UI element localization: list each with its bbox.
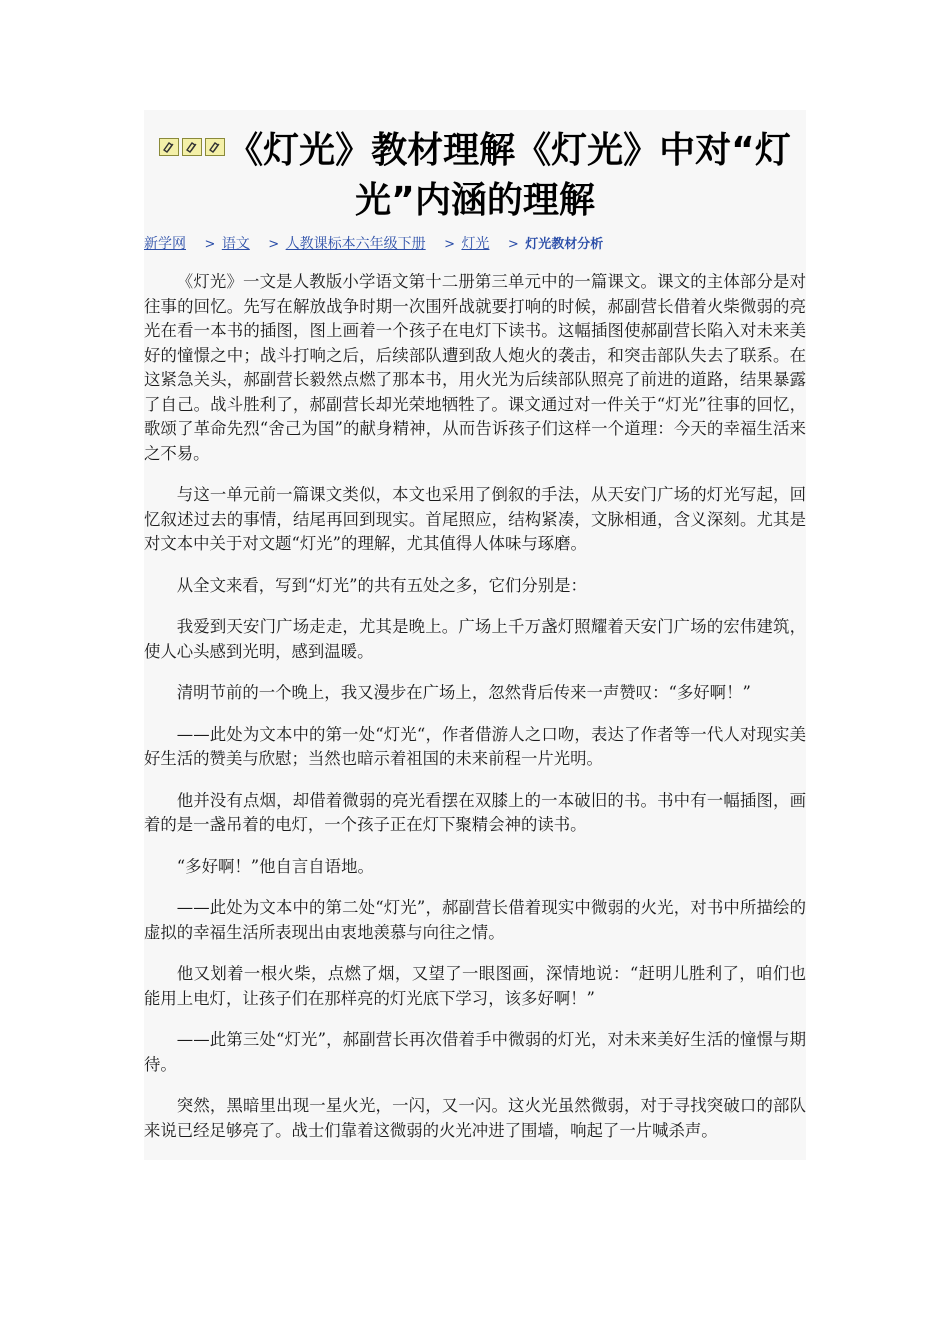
paragraph: ——此处为文本中的第一处“灯光“，作者借游人之口吻，表达了作者等一代人对现实美好生活的赞美与欣慰；当然也暗示着祖国的未来前程一片光明。 bbox=[144, 724, 806, 768]
breadcrumb-separator: > bbox=[268, 237, 280, 252]
breadcrumb-link-grade[interactable]: 人教课标本六年级下册 bbox=[285, 236, 426, 252]
paragraph: 他又划着一根火柴，点燃了烟，又望了一眼图画，深情地说：“赶明儿胜利了，咱们也能用上电灯，让孩子们在那样亮的灯光底下学习，该多好啊！” bbox=[144, 964, 806, 1008]
article-body bbox=[144, 270, 806, 1143]
document-page bbox=[144, 110, 806, 1160]
repeat-icon bbox=[159, 138, 179, 156]
breadcrumb-link-lesson[interactable]: 灯光 bbox=[461, 236, 490, 252]
title-icon-group bbox=[159, 138, 225, 156]
paragraph: 从全文来看，写到“灯光”的共有五处之多，它们分别是： bbox=[176, 575, 587, 595]
paragraph: 清明节前的一个晚上，我又漫步在广场上，忽然背后传来一声赞叹：“多好啊！” bbox=[176, 683, 751, 702]
paragraph: 他并没有点烟，却借着微弱的亮光看摆在双膝上的一本破旧的书。书中有一幅插图，画着的是一盏吊着的电灯，一个孩子正在灯下聚精会神的读书。 bbox=[144, 790, 806, 834]
paragraph: “多好啊！”他自言自语地。 bbox=[176, 856, 374, 876]
breadcrumb-separator: > bbox=[444, 237, 455, 252]
paragraph: ——此第三处“灯光”，郝副营长再次借着手中微弱的灯光，对未来美好生活的憧憬与期待。 bbox=[144, 1030, 806, 1074]
paragraph: 我爱到天安门广场走走，尤其是晚上。广场上千万盏灯照耀着天安门广场的宏伟建筑，使人心头感到光明，感到温暖。 bbox=[144, 617, 806, 661]
paragraph: 《灯光》一文是人教版小学语文第十二册第三单元中的一篇课文。课文的主体部分是对往事的回忆。先写在解放战争时期一次围歼战就要打响的时候，郝副营长借着火柴微弱的亮光在看一本书的插图，图上画着一个孩子在电灯下读书。这幅插图使郝副营长陷入对未来美好的憧憬之中；战斗打响之后，后续部队遭到敌人炮火的袭击，和突击部队失去了联系。在这紧急关头，郝副营长毅然点燃了那本书，用火光为后续部队照亮了前进的道路，结果暴露了自己。战斗胜利了，郝副营长却光荣地牺牲了。课文通过对一件关于“灯光”往事的回忆，歌颂了革命先烈“舍己为国”的献身精神，从而告诉孩子们这样一个道理：今天的幸福生活来之不易。 bbox=[144, 272, 806, 463]
breadcrumb bbox=[144, 232, 806, 256]
repeat-icon bbox=[205, 138, 225, 156]
paragraph: 突然，黑暗里出现一星火光，一闪，又一闪。这火光虽然微弱，对于寻找突破口的部队来说已经足够亮了。战士们靠着这微弱的火光冲进了围墙，响起了一片喊杀声。 bbox=[144, 1096, 806, 1140]
breadcrumb-link-home[interactable]: 新学网 bbox=[144, 236, 186, 252]
repeat-icon bbox=[182, 138, 202, 156]
paragraph: ——此处为文本中的第二处“灯光”，郝副营长借着现实中微弱的火光，对书中所描绘的虚拟的幸福生活所表现出由衷地羡慕与向往之情。 bbox=[144, 898, 806, 942]
page-title-text: 《灯光》教材理解《灯光》中对“灯光”内涵的理解 bbox=[227, 130, 791, 221]
page-title bbox=[144, 110, 806, 226]
breadcrumb-current: 灯光教材分析 bbox=[525, 237, 604, 252]
breadcrumb-separator: > bbox=[204, 237, 216, 252]
breadcrumb-link-chinese[interactable]: 语文 bbox=[221, 236, 250, 252]
paragraph: 与这一单元前一篇课文类似，本文也采用了倒叙的手法，从天安门广场的灯光写起，回忆叙述过去的事情，结尾再回到现实。首尾照应，结构紧凑，文脉相通，含义深刻。尤其是对文本中关于对文题“灯光”的理解，尤其值得人体味与琢磨。 bbox=[144, 485, 806, 553]
breadcrumb-separator: > bbox=[507, 237, 519, 252]
